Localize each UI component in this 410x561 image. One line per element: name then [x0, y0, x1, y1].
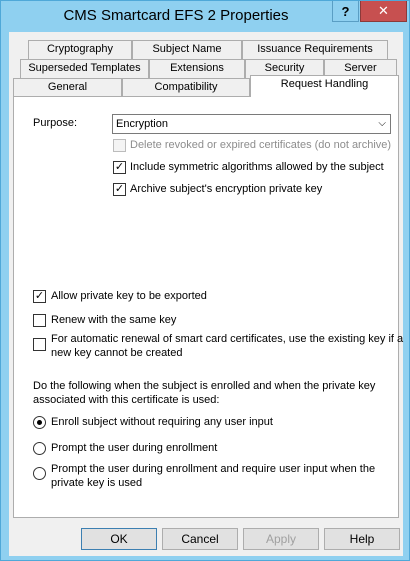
chevron-down-icon: ⌵: [378, 118, 386, 129]
prompt-require-input-label: Prompt the user during enrollment and require user input when the: [51, 463, 376, 475]
delete-revoked-label: Delete revoked or expired certificates (do not archive): [130, 139, 392, 151]
prompt-during-enrollment-radio[interactable]: [33, 442, 46, 455]
purpose-value: Encryption: [116, 118, 168, 130]
dialog-client: [9, 32, 403, 556]
tab-security[interactable]: Security: [245, 59, 324, 78]
prompt-require-input-label-line2: private key is used: [51, 477, 143, 489]
smartcard-renewal-label-line2: new key cannot be created: [51, 347, 183, 359]
include-symmetric-checkbox[interactable]: ✓: [114, 161, 125, 173]
tab-general[interactable]: General: [13, 78, 122, 97]
archive-key-checkbox[interactable]: ✓: [114, 183, 125, 195]
enroll-no-input-radio[interactable]: [33, 416, 46, 429]
prompt-require-input-radio[interactable]: [33, 467, 46, 480]
request-handling-panel: [13, 96, 404, 518]
tab-issuance-requirements[interactable]: Issuance Requirements: [242, 40, 388, 59]
tab-subject-name[interactable]: Subject Name: [132, 40, 242, 59]
allow-export-checkbox[interactable]: ✓: [34, 290, 45, 302]
ok-button[interactable]: OK: [81, 528, 157, 550]
smartcard-renewal-label: For automatic renewal of smart card certificates, use the existing key if a: [51, 333, 404, 345]
tab-compatibility[interactable]: Compatibility: [122, 78, 250, 97]
enroll-prompt-line2: associated with this certificate is used:: [33, 394, 220, 406]
purpose-label: Purpose:: [33, 117, 78, 129]
delete-revoked-checkbox[interactable]: [113, 139, 126, 152]
include-symmetric-label: Include symmetric algorithms allowed by the subject: [130, 161, 384, 173]
radio-selected-dot: [37, 420, 42, 425]
help-icon[interactable]: ?: [332, 1, 359, 22]
smartcard-renewal-checkbox[interactable]: [33, 338, 46, 351]
help-button[interactable]: Help: [324, 528, 400, 550]
archive-key-label: Archive subject's encryption private key: [130, 183, 323, 195]
prompt-during-enrollment-label: Prompt the user during enrollment: [51, 442, 218, 454]
title-bar[interactable]: [1, 1, 409, 31]
renew-same-key-label: Renew with the same key: [51, 314, 177, 326]
cancel-button[interactable]: Cancel: [162, 528, 238, 550]
allow-export-label: Allow private key to be exported: [51, 290, 207, 302]
tab-server[interactable]: Server: [324, 59, 397, 78]
renew-same-key-checkbox[interactable]: [33, 314, 46, 327]
close-icon[interactable]: ✕: [360, 1, 407, 22]
window-title: CMS Smartcard EFS 2 Properties: [63, 7, 289, 24]
tab-superseded-templates[interactable]: Superseded Templates: [20, 59, 149, 78]
tab-request-handling[interactable]: Request Handling: [250, 75, 399, 97]
tab-extensions[interactable]: Extensions: [149, 59, 245, 78]
tab-cryptography[interactable]: Cryptography: [28, 40, 132, 59]
purpose-dropdown[interactable]: [112, 114, 391, 134]
enroll-no-input-label: Enroll subject without requiring any user input: [51, 416, 273, 428]
apply-button[interactable]: Apply: [243, 528, 319, 550]
enroll-prompt-line1: Do the following when the subject is enrolled and when the private key: [33, 380, 376, 392]
